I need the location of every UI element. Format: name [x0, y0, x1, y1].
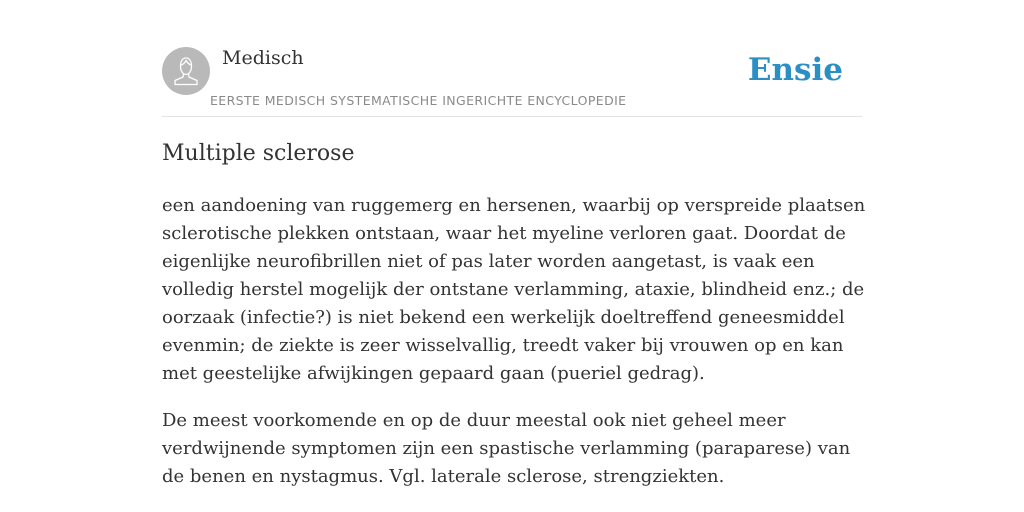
brand-logo[interactable]: Ensie [747, 52, 843, 88]
source-header [162, 46, 862, 117]
article-paragraph: De meest voorkomende en op de duur meestal ook niet geheel meer verdwijnende symptomen zijn een spastische verlamming (paraparese) van de benen en nystagmus. Vgl. laterale sclerose, strengziekten. [162, 410, 851, 487]
source-avatar[interactable] [162, 47, 210, 95]
source-subtitle: EERSTE MEDISCH SYSTEMATISCHE INGERICHTE ENCYCLOPEDIE [210, 93, 627, 108]
source-name[interactable]: Medisch [222, 47, 304, 69]
article-body [162, 192, 867, 510]
user-icon [162, 47, 210, 95]
article-paragraph: een aandoening van ruggemerg en hersenen, waarbij op verspreide plaatsen sclerotische plekken ontstaan, waar het myeline verloren gaat. Doordat de eigenlijke neurofibrillen niet of pas later worden aangetast, is vaak een volledig herstel mogelijk der ontstane verlamming, ataxie, blindheid enz.; de oorzaak (infectie?) is niet bekend een werkelijk doeltreffend geneesmiddel evenmin; de ziekte is zeer wisselvallig, treedt vaker bij vrouwen op en kan met geestelijke afwijkingen gepaard gaan (pueriel gedrag). [162, 195, 866, 384]
article-title: Multiple sclerose [162, 141, 355, 166]
